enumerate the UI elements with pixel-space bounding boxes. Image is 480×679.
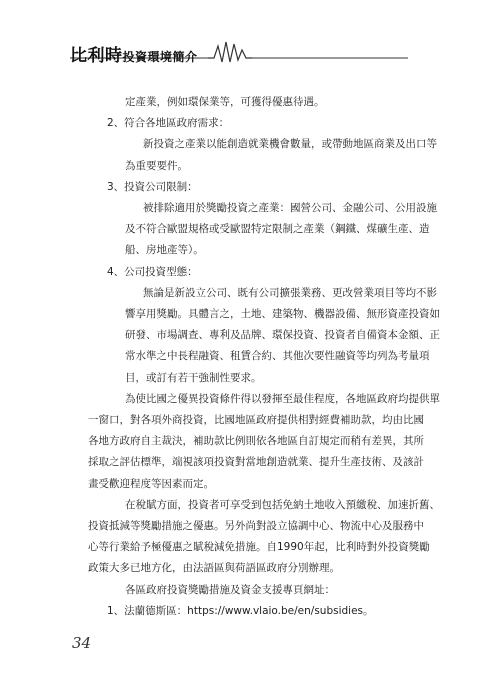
text-line: 2、符合各地區政府需求： <box>107 117 230 130</box>
text-line: 常水準之中長程融資、租賃合約、其他次要性融資等均列為考量項 <box>125 350 430 363</box>
text-line: 為使比國之優異投資條件得以發揮至最佳程度，各地區政府均提供單 <box>125 392 440 405</box>
text-line: 一窗口，對各項外商投資，比國地區政府提供相對經費補助款，均由比國 <box>88 414 424 426</box>
text-line: 投資抵減等獎勵措施之優惠。另外尚對設立協調中心、物流中心及服務中 <box>88 520 424 532</box>
text-line: 採取之評估標準，端視該項投資對當地創造就業、提升生產技術、及該計 <box>88 456 424 469</box>
text-line: 定產業，例如環保業等，可獲得優惠待遇。 <box>125 96 325 108</box>
text-line: 新投資之產業以能創造就業機會數量，或帶動地區商業及出口等 <box>143 138 437 151</box>
text-line: 各地方政府自主裁決，補助款比例則依各地區自訂規定而稍有差異，其所 <box>88 435 424 448</box>
text-line: 目，或訂有若干強制性要求。 <box>125 371 262 384</box>
text-line: 響享用獎勵。具體言之，土地、建築物、機器設備、無形資產投資如 <box>125 308 440 320</box>
text-line: 為重要要件。 <box>125 159 188 172</box>
text-line: 各區政府投資獎勵措施及資金支援專頁網址： <box>125 583 335 596</box>
text-line: 3、投資公司限制： <box>107 180 198 193</box>
text-line: 1、法蘭德斯區：https://www.vlaio.be/en/subsidies。 <box>107 604 374 617</box>
text-line: 及不符合歐盟規格或受歐盟特定限制之產業（鋼鐵、煤礦生產、造 <box>125 223 430 236</box>
page-header <box>0 34 480 64</box>
text-line: 政策大多已地方化，由法語區與荷語區政府分別辦理。 <box>88 562 340 575</box>
header-title-sub: 投資環境簡介 <box>122 50 198 64</box>
text-line: 無論是新設立公司、既有公司擴張業務、更改營業項目等均不影 <box>143 286 437 299</box>
header-title <box>70 41 198 66</box>
text-line: 在稅賦方面，投資者可享受到包括免納土地收入預繳稅、加速折舊、 <box>125 498 440 511</box>
text-line: 4、公司投資型態： <box>107 265 198 278</box>
text-line: 畫受歡迎程度等因素而定。 <box>88 477 214 490</box>
header-title-main: 比利時 <box>70 46 123 66</box>
text-line: 心等行業給予極優惠之賦稅減免措施。自1990年起，比利時對外投資獎勵 <box>88 541 430 554</box>
page-number: 34 <box>72 634 92 652</box>
text-line: 研發、市場調查、專利及品牌、環保投資、投資者自備資本金額、正 <box>125 329 440 342</box>
text-line: 被排除適用於獎勵投資之產業：國營公司、金融公司、公用設施 <box>143 202 437 214</box>
text-line: 船、房地產等）。 <box>125 244 204 257</box>
